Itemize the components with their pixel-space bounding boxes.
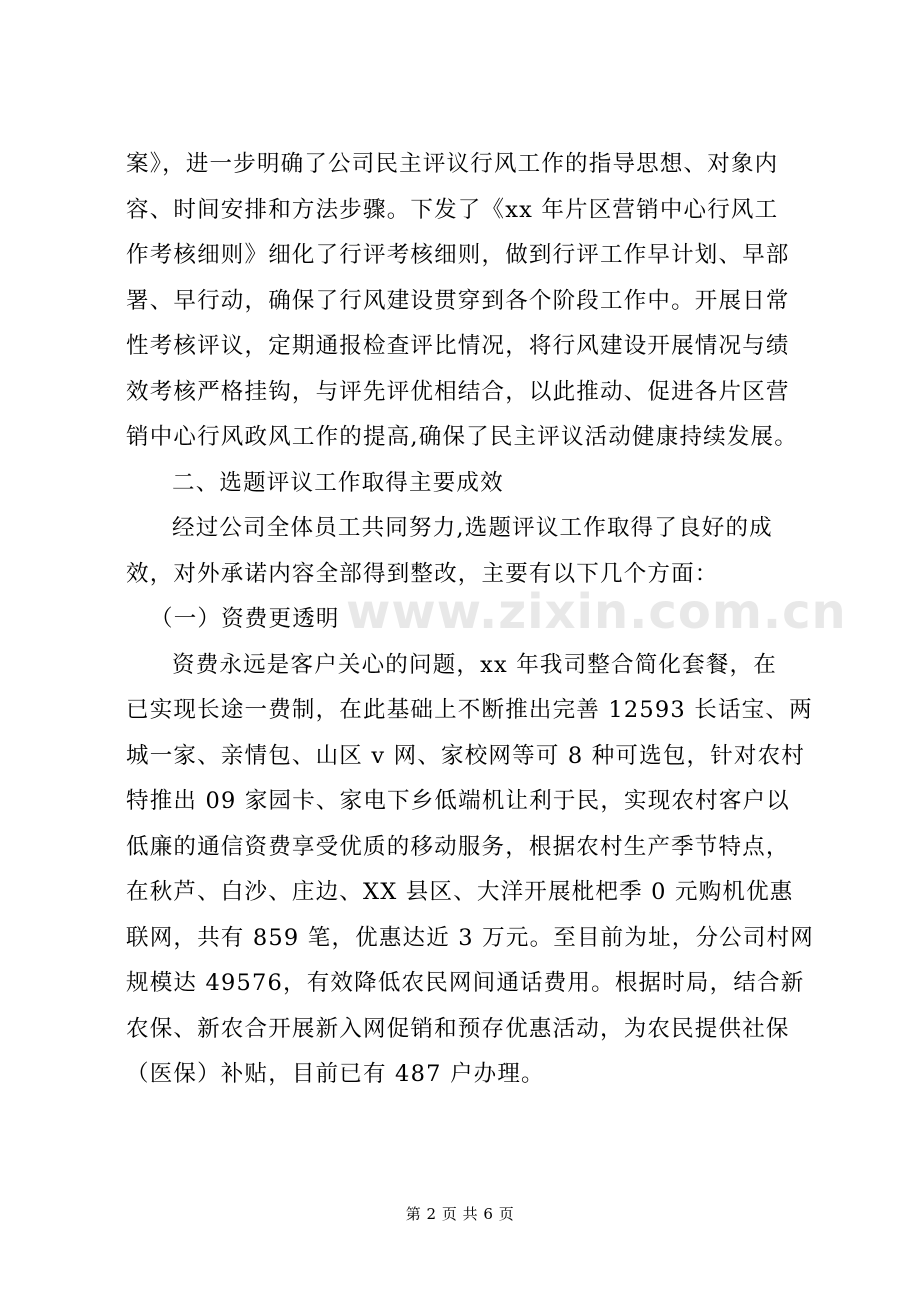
- document-body: [126, 142, 814, 1098]
- section-heading: [126, 461, 806, 507]
- text-line: 效考核严格挂钩，与评先评优相结合，以此推动、促进各片区营: [126, 378, 790, 405]
- text-line: 署、早行动，确保了行风建设贯穿到各个阶段工作中。开展日常: [126, 287, 790, 314]
- text-line: 性考核评议，定期通报检查评比情况，将行风建设开展情况与绩: [126, 333, 790, 359]
- paragraph-2: [126, 506, 806, 597]
- text-line: （医保）补贴，目前已有 487 户办理。: [126, 1061, 545, 1087]
- page-number-footer: 第 2 页 共 6 页: [405, 1205, 515, 1223]
- text-line: 已实现长途一费制，在此基础上不断推出完善 12593 长话宝、两: [126, 697, 813, 723]
- text-line: 容、时间安排和方法步骤。下发了《xx 年片区营销中心行风工: [126, 196, 779, 223]
- text-line: 低廉的通信资费享受优质的移动服务，根据农村生产季节特点，: [126, 833, 790, 860]
- text-line: 城一家、亲情包、山区 v 网、家校网等可 8 种可选包，针对农村: [126, 742, 806, 769]
- subsection-heading: [126, 597, 806, 643]
- watermark: www.zixin.com.cn: [346, 584, 847, 640]
- text-line: 经过公司全体员工共同努力,选题评议工作取得了良好的成: [172, 515, 773, 541]
- text-line: 效，对外承诺内容全部得到整改，主要有以下几个方面：: [126, 560, 719, 587]
- text-line: 规模达 49576，有效降低农民网间通话费用。根据时局，结合新: [126, 970, 805, 996]
- paragraph-3: [126, 643, 814, 1098]
- subheading-text: （一）资费更透明: [150, 606, 340, 632]
- text-line: 作考核细则》细化了行评考核细则，做到行评工作早计划、早部: [126, 242, 790, 268]
- text-line: 在秋芦、白沙、庄边、XX 县区、大洋开展枇杷季 0 元购机优惠: [126, 879, 794, 905]
- text-line: 特推出 09 家园卡、家电下乡低端机让利于民，实现农村客户以: [126, 788, 790, 814]
- text-line: 销中心行风政风工作的提高,确保了民主评议活动健康持续发展。: [126, 424, 798, 450]
- text-line: 联网，共有 859 笔，优惠达近 3 万元。至目前为址，分公司村网: [126, 924, 814, 951]
- text-line: 资费永远是客户关心的问题，xx 年我司整合简化套餐，在: [172, 651, 777, 678]
- heading-text: 二、选题评议工作取得主要成效: [172, 469, 504, 496]
- paragraph-1: [126, 142, 806, 461]
- text-line: 案》，进一步明确了公司民主评议行风工作的指导思想、对象内: [126, 151, 779, 177]
- text-line: 农保、新农合开展新入网促销和预存优惠活动，为农民提供社保: [126, 1015, 790, 1042]
